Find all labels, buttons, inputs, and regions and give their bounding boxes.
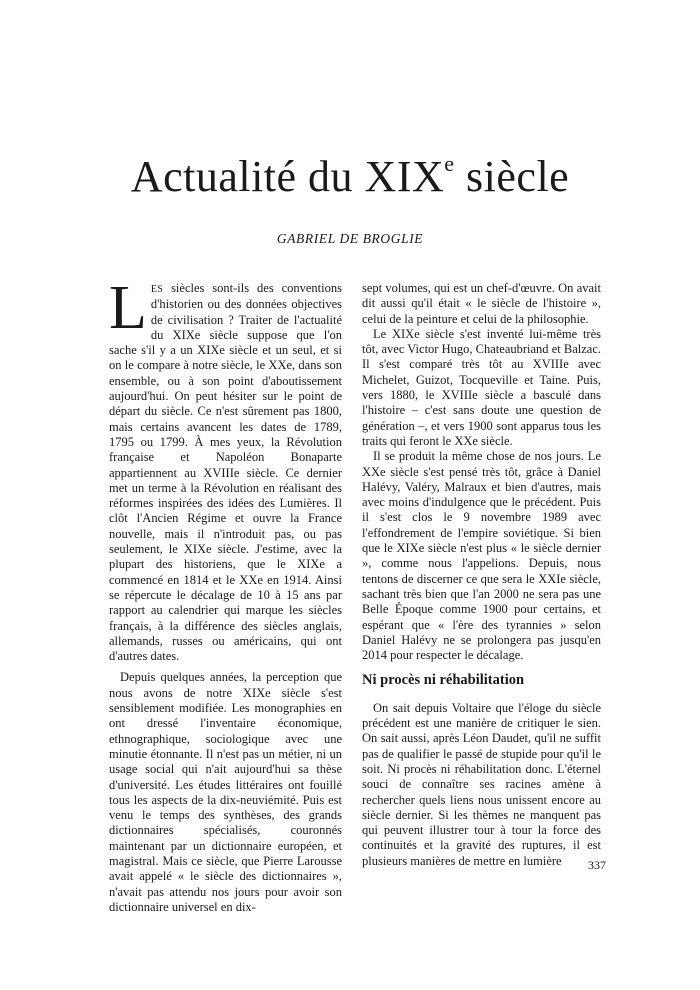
right-column bbox=[362, 281, 601, 869]
drop-cap: L bbox=[109, 274, 147, 342]
paragraph bbox=[109, 274, 342, 664]
paragraph: Il se produit la même chose de nos jours. Le XXe siècle s'est pensé très tôt, grâce à Daniel Halévy, Valéry, Malraux et bien d'autres, mais avec moins d'indulgence que le précédent. Puis il s'est clos le 9 novembre 1989 avec l'effondrement de l'empire soviétique. Si bien que le XIXe siècle n'est plus « le siècle dernier », comme nous l'appelions. Depuis, nous tentons de discerner ce que sera le XXIe siècle, sachant très bien que l'an 2000 ne sera pas une Belle Époque comme 1900 pour certains, et espérant que « l'ère des tyrannies » selon Daniel Halévy ne se prolongera pas jusqu'en 2014 pour respecter le décalage. bbox=[362, 449, 601, 663]
left-column bbox=[109, 274, 342, 915]
drop-cap-continuation: ES bbox=[150, 284, 164, 295]
title-main: Actualité du XIX bbox=[130, 152, 445, 201]
paragraph: On sait depuis Voltaire que l'éloge du siècle précédent est une manière de critiquer le sien. On sait aussi, après Léon Daudet, qu'il ne suffit pas de qualifier le passé de stupide pour qu'il le soit. Ni procès ni réhabilitation donc. L'éternel souci de connaître ses racines amène à rechercher quels liens nous unissent encore au siècle dernier. Si les thèmes ne manquent pas qui peuvent illustrer tour à tour la force des continuités et la gravité des ruptures, il est plusieurs manières de mettre en lumière bbox=[362, 700, 601, 868]
section-heading: Ni procès ni réhabilitation bbox=[362, 672, 525, 689]
paragraph-text: siècles sont-ils des conventions d'historien ou des données objectives de civilisation ? Traiter de l'actualité du XIXe siècle suppose que l'on sache s'il y a un XIXe siècle et un seul, et si on le compare à notre siècle, le XXe, dans son ensemble, ou à son point d'aboutissement aujourd'hui. On peut hésiter sur le point de départ du siècle. Ce n'est sûrement pas 1800, mais certains avancent les dates de 1789, 1795 ou 1799. À mes yeux, la Révolution française et Napoléon Bonaparte appartiennent au XVIIIe siècle. Ce dernier met un terme à la Révolution en réalisant des réformes inspirées des idées des Lumières. Il clôt l'Ancien Régime et ouvre la France nouvelle, mais il n'introduit pas, ou pas seulement, le XIXe siècle. J'estime, avec la plupart des historiens, que le XIXe a commencé en 1814 et le XXe en 1914. Ainsi se répercute le décalage de 10 à 15 ans par rapport au calendrier qui marque les siècles français, à la différence des siècles anglais, allemands, russes ou américains, qui ont d'autres dates. bbox=[109, 281, 342, 664]
page-number: 337 bbox=[588, 858, 606, 872]
paragraph: Depuis quelques années, la perception que nous avons de notre XIXe siècle s'est sensiblement modifiée. Les monographies en ont dressé l'inventaire économique, ethnographique, sociologique avec une minutie étonnante. Il n'est pas un métier, ni un usage social qui n'ait aujourd'hui sa thèse d'université. Les études littéraires ont fouillé tous les aspects de la dix-neuviémité. Puis est venu le temps des synthèses, des grands dictionnaires spécialisés, couronnés maintenant par un dictionnaire européen, et magistral. Mais ce siècle, que Pierre Larousse avait appelé « le siècle des dictionnaires », n'avait pas attendu nos jours pour avoir son dictionnaire universel en dix- bbox=[109, 670, 342, 914]
paragraph: sept volumes, qui est un chef-d'œuvre. On avait dit aussi qu'il était « le siècle de l'histoire », celui de la peinture et celui de la philosophie. bbox=[362, 281, 601, 326]
title-end: siècle bbox=[454, 152, 570, 201]
author-name: GABRIEL DE BROGLIE bbox=[276, 231, 424, 246]
paragraph: Le XIXe siècle s'est inventé lui-même très tôt, avec Victor Hugo, Chateaubriand et Balzac. Il s'est comparé très tôt au XVIIIe avec Michelet, Guizot, Tocqueville et Taine. Puis, vers 1880, le XVIIIe siècle a basculé dans l'histoire – c'est sans doute une question de génération –, et vers 1900 sont apparus tous les traits qui feront le XXe siècle. bbox=[362, 326, 601, 448]
article-title bbox=[0, 138, 700, 203]
title-superscript: e bbox=[444, 151, 455, 176]
